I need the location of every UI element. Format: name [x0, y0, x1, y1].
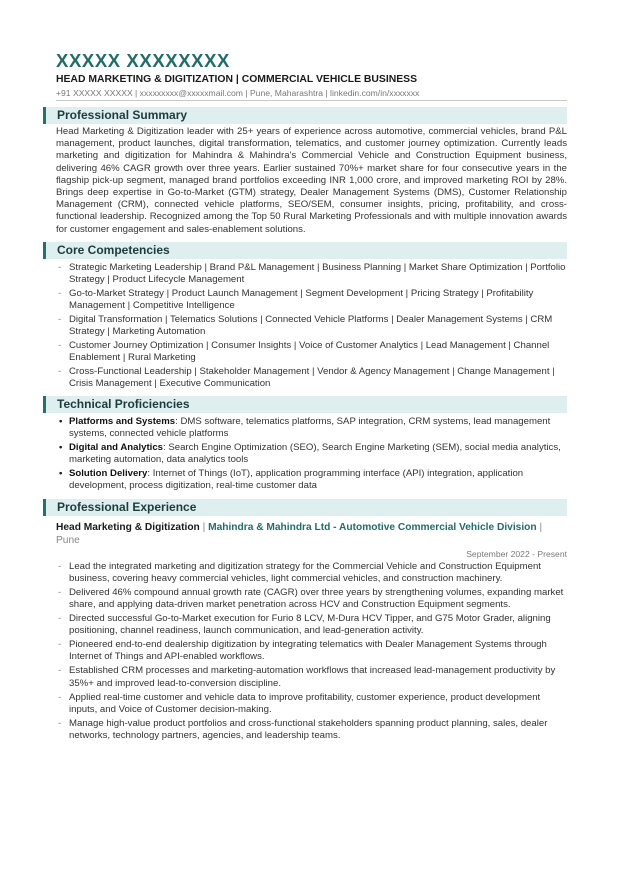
dash-bullet-icon: - [58, 339, 62, 351]
list-item [56, 366, 567, 390]
proficiency-text: : DMS software, telematics platforms, SAP integration, CRM systems, lead management systems, connected vehicle platforms [69, 416, 551, 440]
proficiency-label: Digital and Analytics [69, 442, 164, 454]
list-item [56, 340, 567, 364]
bullet-text: Manage high-value product portfolios and cross-functional stakeholders spanning product planning, sales, dealer networks, technology partners, agencies, and leadership teams. [69, 717, 548, 742]
job-bullets [56, 561, 567, 743]
list-item [56, 561, 567, 585]
candidate-headline: HEAD MARKETING & DIGITIZATION | COMMERCIAL VEHICLE BUSINESS [56, 74, 418, 85]
section-accent-bar [43, 396, 46, 413]
competency-list [56, 262, 567, 390]
section-header [43, 107, 567, 124]
bullet-text: Established CRM processes and marketing-automation workflows that increased lead-management productivity by 35%+ and improved lead-to-conversion discipline. [69, 665, 556, 689]
bullet-text: Directed successful Go-to-Market execution for Furio 8 LCV, M-Dura HCV Tipper, and G75 Motor Grader, aligning positioning, channel readiness, launch communication, and lead-generation activity. [69, 613, 551, 637]
proficiency-list [56, 416, 567, 492]
list-item [56, 587, 567, 611]
job-heading [56, 521, 567, 547]
section-accent-bar [43, 242, 46, 259]
list-item [56, 639, 567, 663]
dot-bullet-icon: • [59, 416, 63, 428]
resume-header [56, 50, 567, 101]
bullet-text: Lead the integrated marketing and digitization strategy for the Commercial Vehicle and Construction Equipment business, covering heavy commercial vehicles, light commercial vehicles, and construction machinery. [69, 560, 541, 584]
dash-bullet-icon: - [58, 365, 62, 377]
proficiency-label: Solution Delivery [69, 468, 148, 480]
list-item [56, 692, 567, 716]
section-accent-bar [43, 499, 46, 516]
list-item [56, 665, 567, 689]
bullet-text: Applied real-time customer and vehicle data to improve profitability, customer experience, product development inputs, and Voice of Customer decision-making. [69, 691, 541, 715]
competency-text: Strategic Marketing Leadership | Brand P&L Management | Business Planning | Market Share Optimization | Portfolio Strategy | Product Lifecycle Management [69, 261, 566, 286]
list-item [56, 442, 567, 466]
list-item [56, 416, 567, 440]
dash-bullet-icon: - [58, 691, 62, 703]
competency-text: Digital Transformation | Telematics Solutions | Connected Vehicle Platforms | Dealer Management Systems | CRM Strategy | Marketing Automation [69, 313, 553, 338]
section-experience [56, 499, 567, 743]
list-item [56, 718, 567, 742]
competency-text: Customer Journey Optimization | Consumer Insights | Voice of Customer Analytics | Lead Management | Channel Enablement | Rural Marketing [69, 339, 550, 364]
list-item [56, 468, 567, 492]
bullet-text: Delivered 46% compound annual growth rate (CAGR) over three years by strengthening volumes, expanding market share, and applying data-driven market penetration across HCV and Construction Equipment segments. [69, 586, 564, 611]
competency-text: Cross-Functional Leadership | Stakeholder Management | Vendor & Agency Management | Change Management | Crisis Management | Executive Communication [69, 365, 555, 390]
dash-bullet-icon: - [58, 586, 62, 598]
dash-bullet-icon: - [58, 717, 62, 729]
section-title: Core Competencies [57, 242, 170, 257]
dash-bullet-icon: - [58, 639, 62, 651]
list-item [56, 262, 567, 286]
company-name: Mahindra & Mahindra Ltd - Automotive Commercial Vehicle Division [208, 521, 537, 533]
dash-bullet-icon: - [58, 313, 62, 325]
job-separator: | [199, 521, 209, 533]
contact-line: +91 XXXXX XXXXX | xxxxxxxxx@xxxxxmail.com | Pune, Maharashtra | linkedin.com/in/xxxxxxx [56, 87, 567, 101]
dash-bullet-icon: - [58, 287, 62, 299]
location-separator: | [536, 521, 543, 533]
job-entry [56, 521, 567, 743]
section-summary [56, 107, 567, 236]
list-item [56, 314, 567, 338]
list-item [56, 613, 567, 637]
section-header [43, 396, 567, 413]
section-technical [56, 396, 567, 492]
section-title: Professional Experience [57, 499, 197, 514]
section-header [43, 242, 567, 259]
proficiency-text: : Internet of Things (IoT), application programming interface (API) integration, application development, process digitization, real-time customer data [69, 468, 524, 492]
dash-bullet-icon: - [58, 665, 62, 677]
proficiency-label: Platforms and Systems [69, 416, 176, 428]
competency-text: Go-to-Market Strategy | Product Launch Management | Segment Development | Pricing Strategy | Profitability Management | Competitive Intelligence [69, 287, 534, 312]
proficiency-text: : Search Engine Optimization (SEO), Search Engine Marketing (SEM), social media analytics, marketing automation, data analytics tools [69, 442, 561, 466]
section-accent-bar [43, 107, 46, 124]
job-location: Pune [56, 534, 80, 546]
bullet-text: Pioneered end-to-end dealership digitization by integrating telematics with Dealer Management Systems through Internet of Things and API-enabled workflows. [69, 639, 547, 663]
dash-bullet-icon: - [58, 560, 62, 572]
list-item [56, 288, 567, 312]
job-dates: September 2022 - Present [466, 548, 567, 559]
dash-bullet-icon: - [58, 613, 62, 625]
section-header [43, 499, 567, 516]
section-title: Technical Proficiencies [57, 397, 190, 412]
section-competencies [56, 242, 567, 390]
dot-bullet-icon: • [59, 468, 63, 480]
summary-paragraph: Head Marketing & Digitization leader with 25+ years of experience across automotive, commercial vehicles, brand P&L management, product launches, digital transformation, telematics, and customer journey optimization. Currently leads marketing and digitization for Mahindra & Mahindra's Commercial Vehicle and Construction Equipment business, delivering 46% CAGR growth over three years. Earlier sustained 70%+ market share for four consecutive years in the flagship pick-up segment, managed brand portfolios exceeding INR 1,000 crore, and improved marketing ROI by 28%. Brings deep expertise in Go-to-Market (GTM) strategy, Dealer Management Systems (DMS), Customer Relationship Management (CRM), connected vehicle platforms, SEO/SEM, consumer insights, pricing, profitability, and cross-functional leadership. Recognized among the Top 50 Rural Marketing Professionals and with multiple innovation awards for customer engagement and sales-enablement solutions. [56, 126, 567, 235]
job-title: Head Marketing & Digitization [56, 521, 200, 533]
section-title: Professional Summary [57, 108, 188, 122]
dash-bullet-icon: - [58, 261, 62, 273]
candidate-name: XXXXX XXXXXXXX [56, 50, 230, 71]
dot-bullet-icon: • [59, 442, 63, 454]
